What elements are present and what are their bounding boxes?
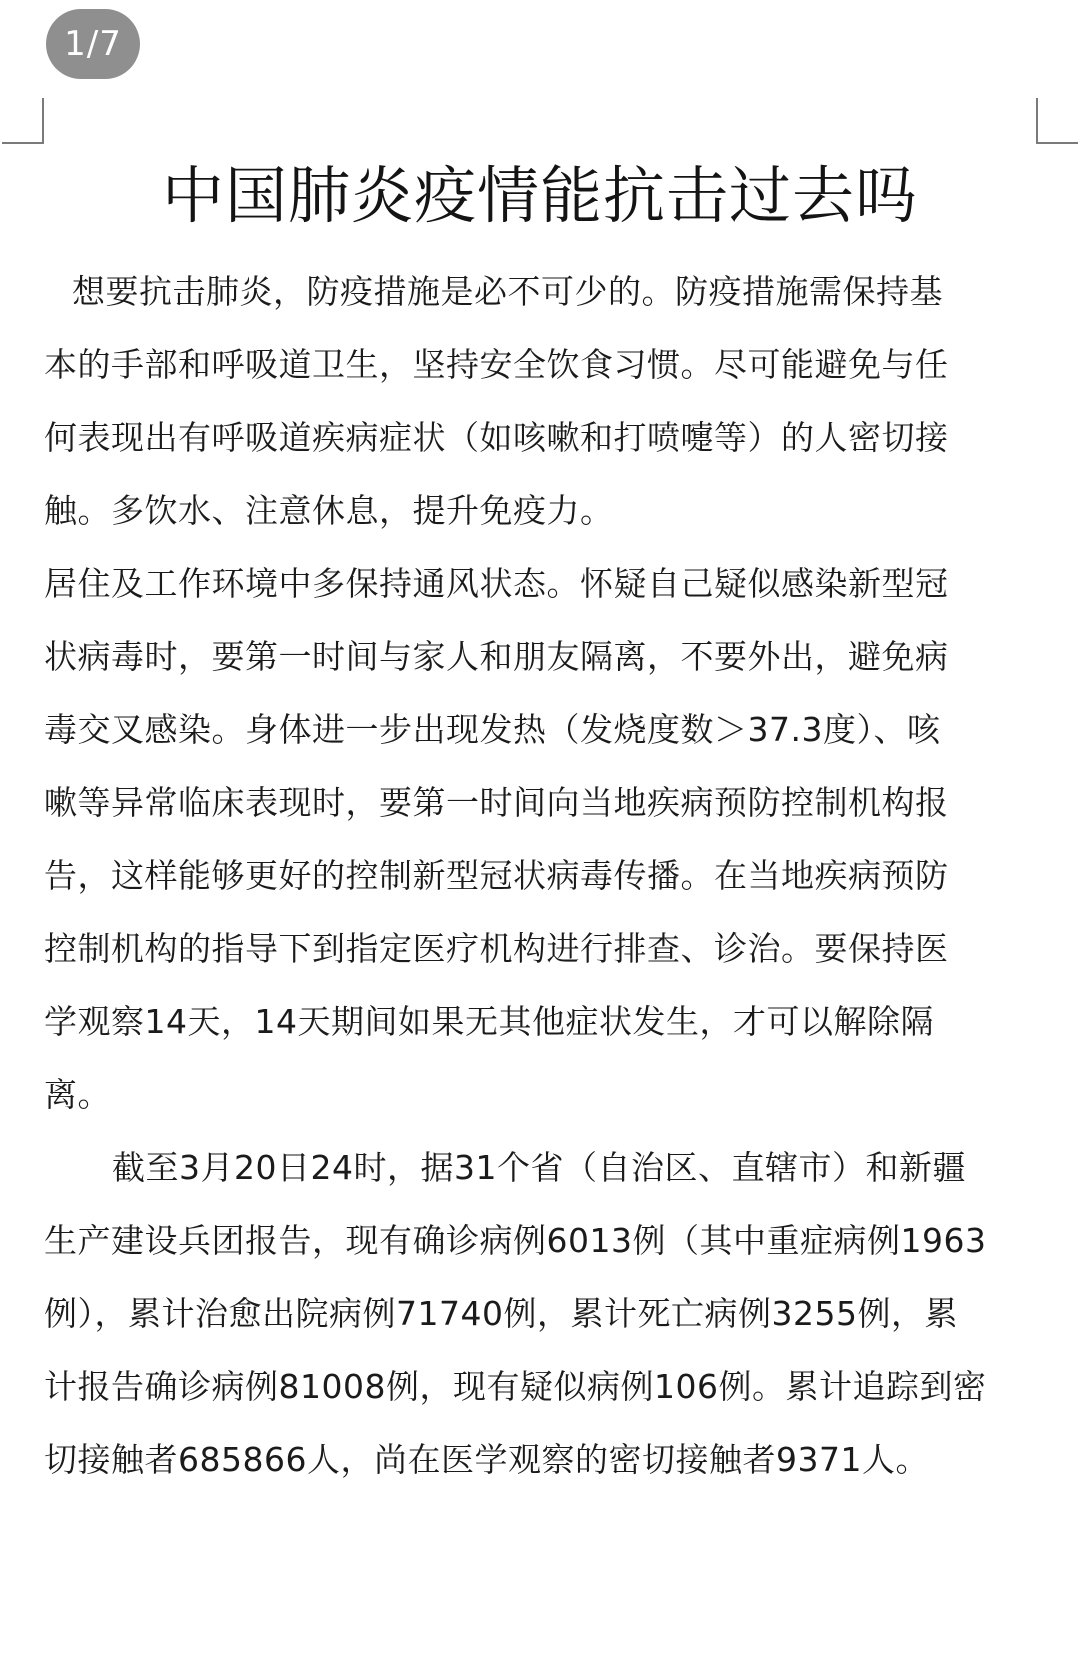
paragraph-3-line-1: 截至3月20日24时，据31个省（自治区、直辖市）和新疆 — [112, 1148, 966, 1187]
paragraph-1-line-4: 触。多饮水、注意休息，提升免疫力。 — [44, 491, 614, 530]
paragraph-3-line-4: 计报告确诊病例81008例，现有疑似病例106例。累计追踪到密 — [44, 1367, 987, 1406]
paragraph-2-line-2: 状病毒时，要第一时间与家人和朋友隔离，不要外出，避免病 — [44, 637, 949, 676]
document-body — [44, 255, 1044, 1496]
paragraph-2-line-6: 控制机构的指导下到指定医疗机构进行排查、诊治。要保持医 — [44, 929, 949, 968]
paragraph-2-line-1: 居住及工作环境中多保持通风状态。怀疑自己疑似感染新型冠 — [44, 564, 949, 603]
paragraph-2-line-3: 毒交叉感染。身体进一步出现发热（发烧度数＞37.3度）、咳 — [44, 710, 941, 749]
document-title: 中国肺炎疫情能抗击过去吗 — [161, 159, 918, 232]
page-corner-mark-right — [1036, 98, 1078, 144]
paragraph-2-line-5: 告，这样能够更好的控制新型冠状病毒传播。在当地疾病预防 — [44, 856, 949, 895]
page-indicator: 1/7 — [46, 9, 140, 79]
paragraph-3-line-5: 切接触者685866人，尚在医学观察的密切接触者9371人。 — [44, 1440, 929, 1479]
paragraph-3-line-3: 例），累计治愈出院病例71740例，累计死亡病例3255例，累 — [44, 1294, 958, 1333]
page-corner-mark-left — [2, 98, 44, 144]
paragraph-2-line-7: 学观察14天，14天期间如果无其他症状发生，才可以解除隔 — [44, 1002, 934, 1041]
paragraph-1-line-3: 何表现出有呼吸道疾病症状（如咳嗽和打喷嚏等）的人密切接 — [44, 418, 949, 457]
paragraph-2-line-4: 嗽等异常临床表现时，要第一时间向当地疾病预防控制机构报 — [44, 783, 949, 822]
paragraph-2-line-8: 离。 — [44, 1075, 111, 1114]
paragraph-3-line-2: 生产建设兵团报告，现有确诊病例6013例（其中重症病例1963 — [44, 1221, 987, 1260]
paragraph-1-line-1: 想要抗击肺炎，防疫措施是必不可少的。防疫措施需保持基 — [72, 272, 943, 311]
paragraph-1-line-2: 本的手部和呼吸道卫生，坚持安全饮食习惯。尽可能避免与任 — [44, 345, 949, 384]
